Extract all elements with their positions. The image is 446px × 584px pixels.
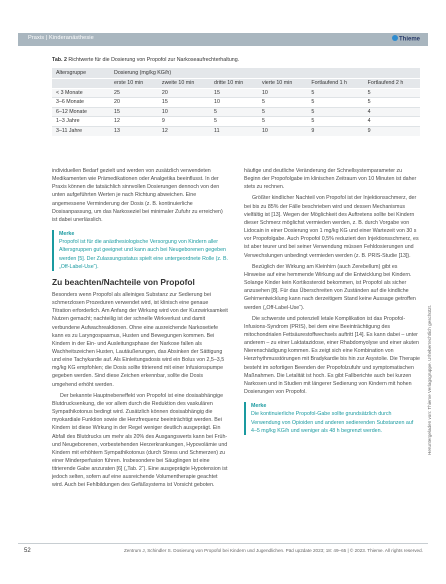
table-cell: 5 [258,98,307,108]
table-row [52,88,420,98]
table-cell: 15 [110,107,158,117]
table-cell: 3–11 Jahre [52,126,110,136]
table-subheader-cell: zweite 10 min [158,78,210,88]
table-subheader-row [52,78,420,88]
merke-box [52,230,228,271]
merke-box [244,402,420,435]
body-paragraph: Besonders wenn Propofol als alleiniges Substanz zur Sedierung bei schmerzlosen Prozeduren verwendet wird, ist klinisch eine genaue Titration erforderlich. Am Anfang der Wirkung wird von der Kurzwirksamkeit Nutzen gemacht; nachteilig ist der schnelle Wirkverlust und damit verbundene Aufwachreaktionen. Ohne eine ausreichende Narkosetiefe kann es zu Laryngospasmus, Husten und Bewegungen kommen. Bei Kindern in der Ein- und Ausleitungsphase der Narkose fallen als Wachheitszeichen Husten, Lautäußerungen, das Absinken der Sättigung und eine Tachykardie auf. Als Einleitungsdosis wird ein Bolus von 2,5–3,5 mg/kg KG empfohlen; die Dosis sollte titrierend mit einer Infusionspumpe gegeben werden. Sind diese Zeichen erkennbar, sollte die Dosis umgehend erhöht werden. [52,291,228,388]
table-cell: 5 [258,107,307,117]
table-caption-text: Richtwerte für die Dosierung von Propofol zur Narkoseaufrechterhaltung. [66,57,240,63]
table-cell: 13 [110,126,158,136]
footer-divider [18,543,428,544]
table-cell: 5 [210,117,258,127]
table-row [52,107,420,117]
body-paragraph: Größter kindlicher Nachteil von Propofol ist der Injektionsschmerz, der bei bis zu 85% der Fälle beschrieben wird und dessen Mechanismus vielfältig ist [13]. Wegen der Möglichkeit des Auftretens sollte bei Kindern dieser Schmerz möglichst vermieden werden, z. B. durch Vorgabe von Lidocain in einer Dosierung von 1 mg/kg KG und einer Wartezeit von 30 s vor Propofolgabe. Auch Propofol 0,5% reduziert den Injektionsschmerz, es ist aber teurer und bei seiner Verwendung müssen Fehldosierungen und Verwechslungen unbedingt vermieden werden (z. B. PRIS-Studie [13]). [244,195,419,259]
table-cell: 4 [364,117,420,127]
merke-text: Die kontinuierliche Propofol-Gabe sollte grundsätzlich durch Verwendung von Opioiden und anderen sedierenden Substanzen auf 4–5 mg/kg KG/h und weniger als 48 h begrenzt werden. [251,411,414,434]
merke-label: Merke [59,231,75,238]
table-header-cell: Altersgruppe [52,68,110,78]
dosage-table-box [52,56,420,159]
table-cell: 1–3 Jahre [52,117,110,127]
download-notice: Heruntergeladen von: Thieme Verlagsgruppe. Urheberrechtlich geschützt. [427,304,432,455]
footer-citation: Zentrum J, Schindler S. Dosierung von Propofol bei Kindern und Jugendlichen. Päd up2date 2023; 18: 49–65 | © 2023. Thieme. All rights reserved. [124,548,423,553]
table-subheader-cell: dritte 10 min [210,78,258,88]
table-cell: 9 [158,117,210,127]
dosage-table [52,68,420,136]
table-cell: 5 [258,117,307,127]
table-caption-label: Tab. 2 [52,57,67,63]
table-cell: 15 [210,88,258,98]
merke-label: Merke [251,403,267,410]
publisher-logo: Thieme [392,35,420,43]
page-number: 52 [24,548,31,554]
table-subheader-cell: Fortlaufend 1 h [307,78,363,88]
table-cell: 5 [307,98,363,108]
section-heading: Zu beachten/Nachteile von Propofol [52,276,195,287]
table-cell: 15 [158,98,210,108]
table-header-row [52,68,420,78]
table-cell: 5 [210,107,258,117]
table-subheader-cell: erste 10 min [110,78,158,88]
table-cell: 3–6 Monate [52,98,110,108]
section-header-bar [18,33,428,46]
merke-text: Propofol ist für die anästhesiologische Versorgung von Kindern aller Altersgruppen gut geeignet und kann auch bei Neugeborenen gegeben werden [5]. Der Zulassungsstatus spielt eine untergeordnete Rolle (z. B. „Off-Label-Use“). [59,239,229,270]
table-cell: 20 [110,98,158,108]
table-row [52,98,420,108]
body-paragraph: häufige und deutliche Veränderung der Schnellsystemparameter zu Beginn der Propofolgabe im klinischen Zeitraum von 10 Minuten ist daher stets zu rechnen. [244,168,417,191]
table-cell: 12 [158,126,210,136]
body-paragraph: Bezüglich der Wirkung am Kleinhirn (auch Zerebellum) gibt es Hinweise auf eine hemmende Wirkung auf die Entwicklung bei Kindern. Solange Kinder kein Kortikosteroid bekommen, ist Propofol als sicher anzusehen [8]. Für das Überschreiten von Zuständen auf die kindliche Gehirnentwicklung kann nach derzeitigem Stand keine Aussage getroffen werden („Off-Label-Use“). [244,263,416,311]
table-cell: 10 [258,88,307,98]
table-header-cell: Dosierung (mg/kg KG/h) [110,68,420,78]
thieme-logo-icon [392,35,398,41]
table-cell: 5 [364,88,420,98]
right-text-column [244,167,420,441]
table-cell: 25 [110,88,158,98]
table-cell: 9 [307,126,363,136]
table-cell: 11 [210,126,258,136]
table-subheader-cell [52,78,110,88]
table-cell: 5 [364,98,420,108]
table-cell: 6–12 Monate [52,107,110,117]
table-subheader-cell: vierte 10 min [258,78,307,88]
table-cell: 5 [307,117,363,127]
table-cell: 4 [364,107,420,117]
table-cell: 5 [307,88,363,98]
table-cell: 12 [110,117,158,127]
table-caption [52,56,420,64]
section-label: Praxis | Kinderanästhesie [28,35,94,41]
table-cell: 5 [307,107,363,117]
table-row [52,117,420,127]
body-paragraph: Der bekannte Hauptnebeneffekt von Propofol ist eine dosisabhängige Blutdrucksenkung, die vor allem durch die Reduktion des vaskulären Sympathikotonus bedingt wird. Zusätzlich können dosisabhängig die myokardiale Funktion sowie die Herzfrequenz beeinträchtigt werden. Bei Kindern ist diese Wirkung in der Regel weniger deutlich ausgeprägt. Ein Abfall des Blutdrucks um mehr als 20% des Ausgangswerts kann bei Früh- und Neugeborenen, vorbestehenden Herzerkrankungen, Hypovolämie und Kindern mit erhöhtem Sympathikotonus (durch Stress und Schmerzen) zu einer Minderperfusion führen. Insbesondere bei Säuglingen ist eine titrierende Gabe anzuraten [6] („Tab. 2“). Eine ausgeprägte Hypotension ist jedoch selten, sofern auf eine ausreichende Volumentherapie geachtet wird. Auch bei Fehlbildungen des Gefäßsystems ist Vorsicht geboten. [52,392,228,489]
table-cell: 10 [258,126,307,136]
body-paragraph: individuellen Bedarf gezielt und werden von zusätzlich verwendeten Medikamenten wie Prämedikationen oder Analgetika beeinflusst. In der Praxis können die tatsächlich sinnvollen Dosierungen dennoch von den unten aufgeführten Werten je nach Richtung abweichen. Eine angemessene Verminderung der Dosis (z. B. kontinuierliche Dosisanpassung, um das Narkoseziel bei minimaler Zufuhr zu erreichen) ist dabei unerlässlich. [52,168,223,223]
table-cell: 10 [210,98,258,108]
left-text-column [52,167,228,493]
table-row [52,126,420,136]
table-cell: 9 [364,126,420,136]
table-cell: 20 [158,88,210,98]
body-paragraph: Die schwerste und potenziell letale Komplikation ist das Propofol-Infusions-Syndrom (PRIS), bei dem eine Beeinträchtigung des mitochondrialen Fettsäurestoffwechsels auftritt [14]. Es kann dabei – unter anderem – zu einer Laktatazidose, einer Rhabdomyolyse und einer akuten Nierenschädigung kommen. Es zeigt sich eine Kombination von Herzrhythmusstörungen mit Bradykardie bis hin zur Asystolie. Die Therapie besteht im sofortigen Beenden der Propofolzufuhr und symptomatischen Maßnahmen. Die Letalität ist hoch. Es gibt Fallberichte auch bei kurzen Narkosen und in Studien mit längerer Sedierung von Kindern mit hohen Dosierungen von Propofol. [244,315,420,396]
table-subheader-cell: Fortlaufend 2 h [364,78,420,88]
table-cell: < 3 Monate [52,88,110,98]
table-cell: 10 [158,107,210,117]
